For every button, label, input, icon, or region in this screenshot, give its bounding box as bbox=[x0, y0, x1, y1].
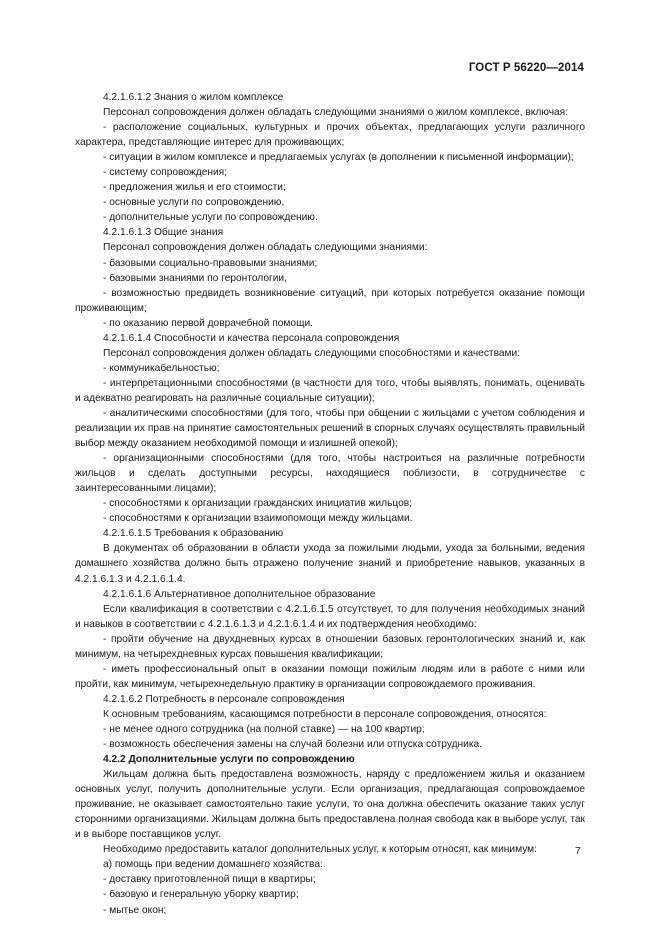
paragraph: - базовую и генеральную уборку квартир; bbox=[103, 889, 299, 901]
document-id: ГОСТ Р 56220—2014 bbox=[468, 62, 584, 74]
paragraph: - возможность обеспечения замены на случай болезни или отпуска сотрудника. bbox=[103, 739, 483, 751]
paragraph: - базовыми знаниями по геронтологии, bbox=[103, 272, 287, 284]
paragraph: - аналитическими способностями (для того, чтобы при общении с жильцами с учетом соблюдения и реализации их прав на принятие самостоятельных решений в спорных случаях осуществлять правильный выбор между оказанием необходимой помощи и излишней опекой); bbox=[75, 407, 585, 450]
paragraph: - мытье окон; bbox=[103, 904, 167, 916]
paragraph: - возможностью предвидеть возникновение ситуаций, при которых потребуется оказание помощи проживающим; bbox=[75, 287, 585, 314]
paragraph: - не менее одного сотрудника (на полной ставке) — на 100 квартир; bbox=[103, 723, 425, 735]
page-number: 7 bbox=[575, 845, 581, 857]
paragraph: 4.2.1.6.2 Потребность в персонале сопровождения bbox=[103, 693, 345, 705]
paragraph: 4.2.1.6.1.5 Требования к образованию bbox=[103, 528, 284, 540]
paragraph: а) помощь при ведении домашнего хозяйства: bbox=[103, 859, 323, 871]
paragraph: - базовыми социально-правовыми знаниями; bbox=[103, 257, 318, 269]
paragraph: Необходимо предоставить каталог дополнительных услуг, к которым относят, как минимум: bbox=[103, 844, 538, 856]
paragraph: - по оказанию первой доврачебной помощи. bbox=[103, 317, 313, 329]
paragraph: - иметь профессиональный опыт в оказании помощи пожилым людям или в работе с ними или пройти, как минимум, четырехнедельную практику в организации сопровождаемого проживания. bbox=[75, 663, 585, 690]
paragraph: - расположение социальных, культурных и прочих объектах, предлагающих услуги различного характера, представляющие интерес для проживающих; bbox=[75, 122, 585, 149]
section-heading: 4.2.2 Дополнительные услуги по сопровождению bbox=[103, 754, 355, 766]
paragraph: 4.2.1.6.1.4 Способности и качества персонала сопровождения bbox=[103, 332, 400, 344]
paragraph: К основным требованиям, касающимся потребности в персонале сопровождения, относятся: bbox=[103, 708, 547, 720]
paragraph: - основные услуги по сопровождению, bbox=[103, 197, 285, 209]
paragraph: - интерпретационными способностями (в частности для того, чтобы выявлять, понимать, оценивать и адекватно реагировать на различные социальные ситуации); bbox=[75, 377, 585, 404]
paragraph: Персонал сопровождения должен обладать следующими знаниями о жилом комплексе, включая: bbox=[103, 107, 569, 119]
paragraph: 4.2.1.6.1.6 Альтернативное дополнительное образование bbox=[103, 588, 376, 600]
document-body bbox=[75, 90, 585, 918]
paragraph: - коммуникабельностью; bbox=[103, 362, 220, 374]
paragraph: Если квалификация в соответствии с 4.2.1.6.1.5 отсутствует, то для получения необходимых знаний и навыков в соответствии с 4.2.1.6.1.3 и 4.2.1.6.1.4 и их подтверждения необходимо: bbox=[75, 603, 585, 630]
paragraph: Персонал сопровождения должен обладать следующими способностями и качествами: bbox=[103, 347, 521, 359]
paragraph: В документах об образовании в области ухода за пожилыми людьми, ухода за больными, ведения домашнего хозяйства должно быть отражено получение знаний и приобретение навыков, указанных в 4.2.1.6.1.3 и 4.2.1.6.1.4. bbox=[75, 543, 585, 585]
paragraph: - систему сопровождения; bbox=[103, 167, 228, 179]
paragraph: 4.2.1.6.1.3 Общие знания bbox=[103, 227, 224, 239]
paragraph: - ситуации в жилом комплексе и предлагаемых услугах (в дополнении к письменной информации); bbox=[103, 152, 574, 164]
paragraph: - доставку приготовленной пищи в квартиры; bbox=[103, 874, 316, 886]
paragraph: - предложения жилья и его стоимости; bbox=[103, 182, 286, 194]
paragraph: Жильцам должна быть предоставлена возможность, наряду с предложением жилья и оказанием основных услуг, получить дополнительные услуги. Если организация, предлагающая сопровождаемое проживание, не оказывает самостоятельно такие услуги, то она должна обеспечить оказание таких услуг сторонними организациями. Жильцам должна быть предоставлена полная свобода как в выборе услуг, так и в выборе поставщиков услуг. bbox=[75, 769, 585, 841]
paragraph: Персонал сопровождения должен обладать следующими знаниями: bbox=[103, 242, 428, 254]
paragraph: - пройти обучение на двухдневных курсах в отношении базовых геронтологических знаний и, как минимум, на четырехдневных курсах повышения квалификации; bbox=[75, 633, 585, 660]
paragraph: - организационными способностями (для того, чтобы настроиться на различные потребности жильцов и сделать доступными ресурсы, находящиеся поблизости, в сотрудничестве с заинтересованными лицами); bbox=[75, 453, 585, 495]
paragraph: - способностями к организации гражданских инициатив жильцов; bbox=[103, 498, 413, 510]
paragraph: 4.2.1.6.1.2 Знания о жилом комплексе bbox=[103, 92, 284, 103]
paragraph: - дополнительные услуги по сопровождению. bbox=[103, 212, 318, 224]
paragraph: - способностями к организации взаимопомощи между жильцами. bbox=[103, 513, 413, 525]
